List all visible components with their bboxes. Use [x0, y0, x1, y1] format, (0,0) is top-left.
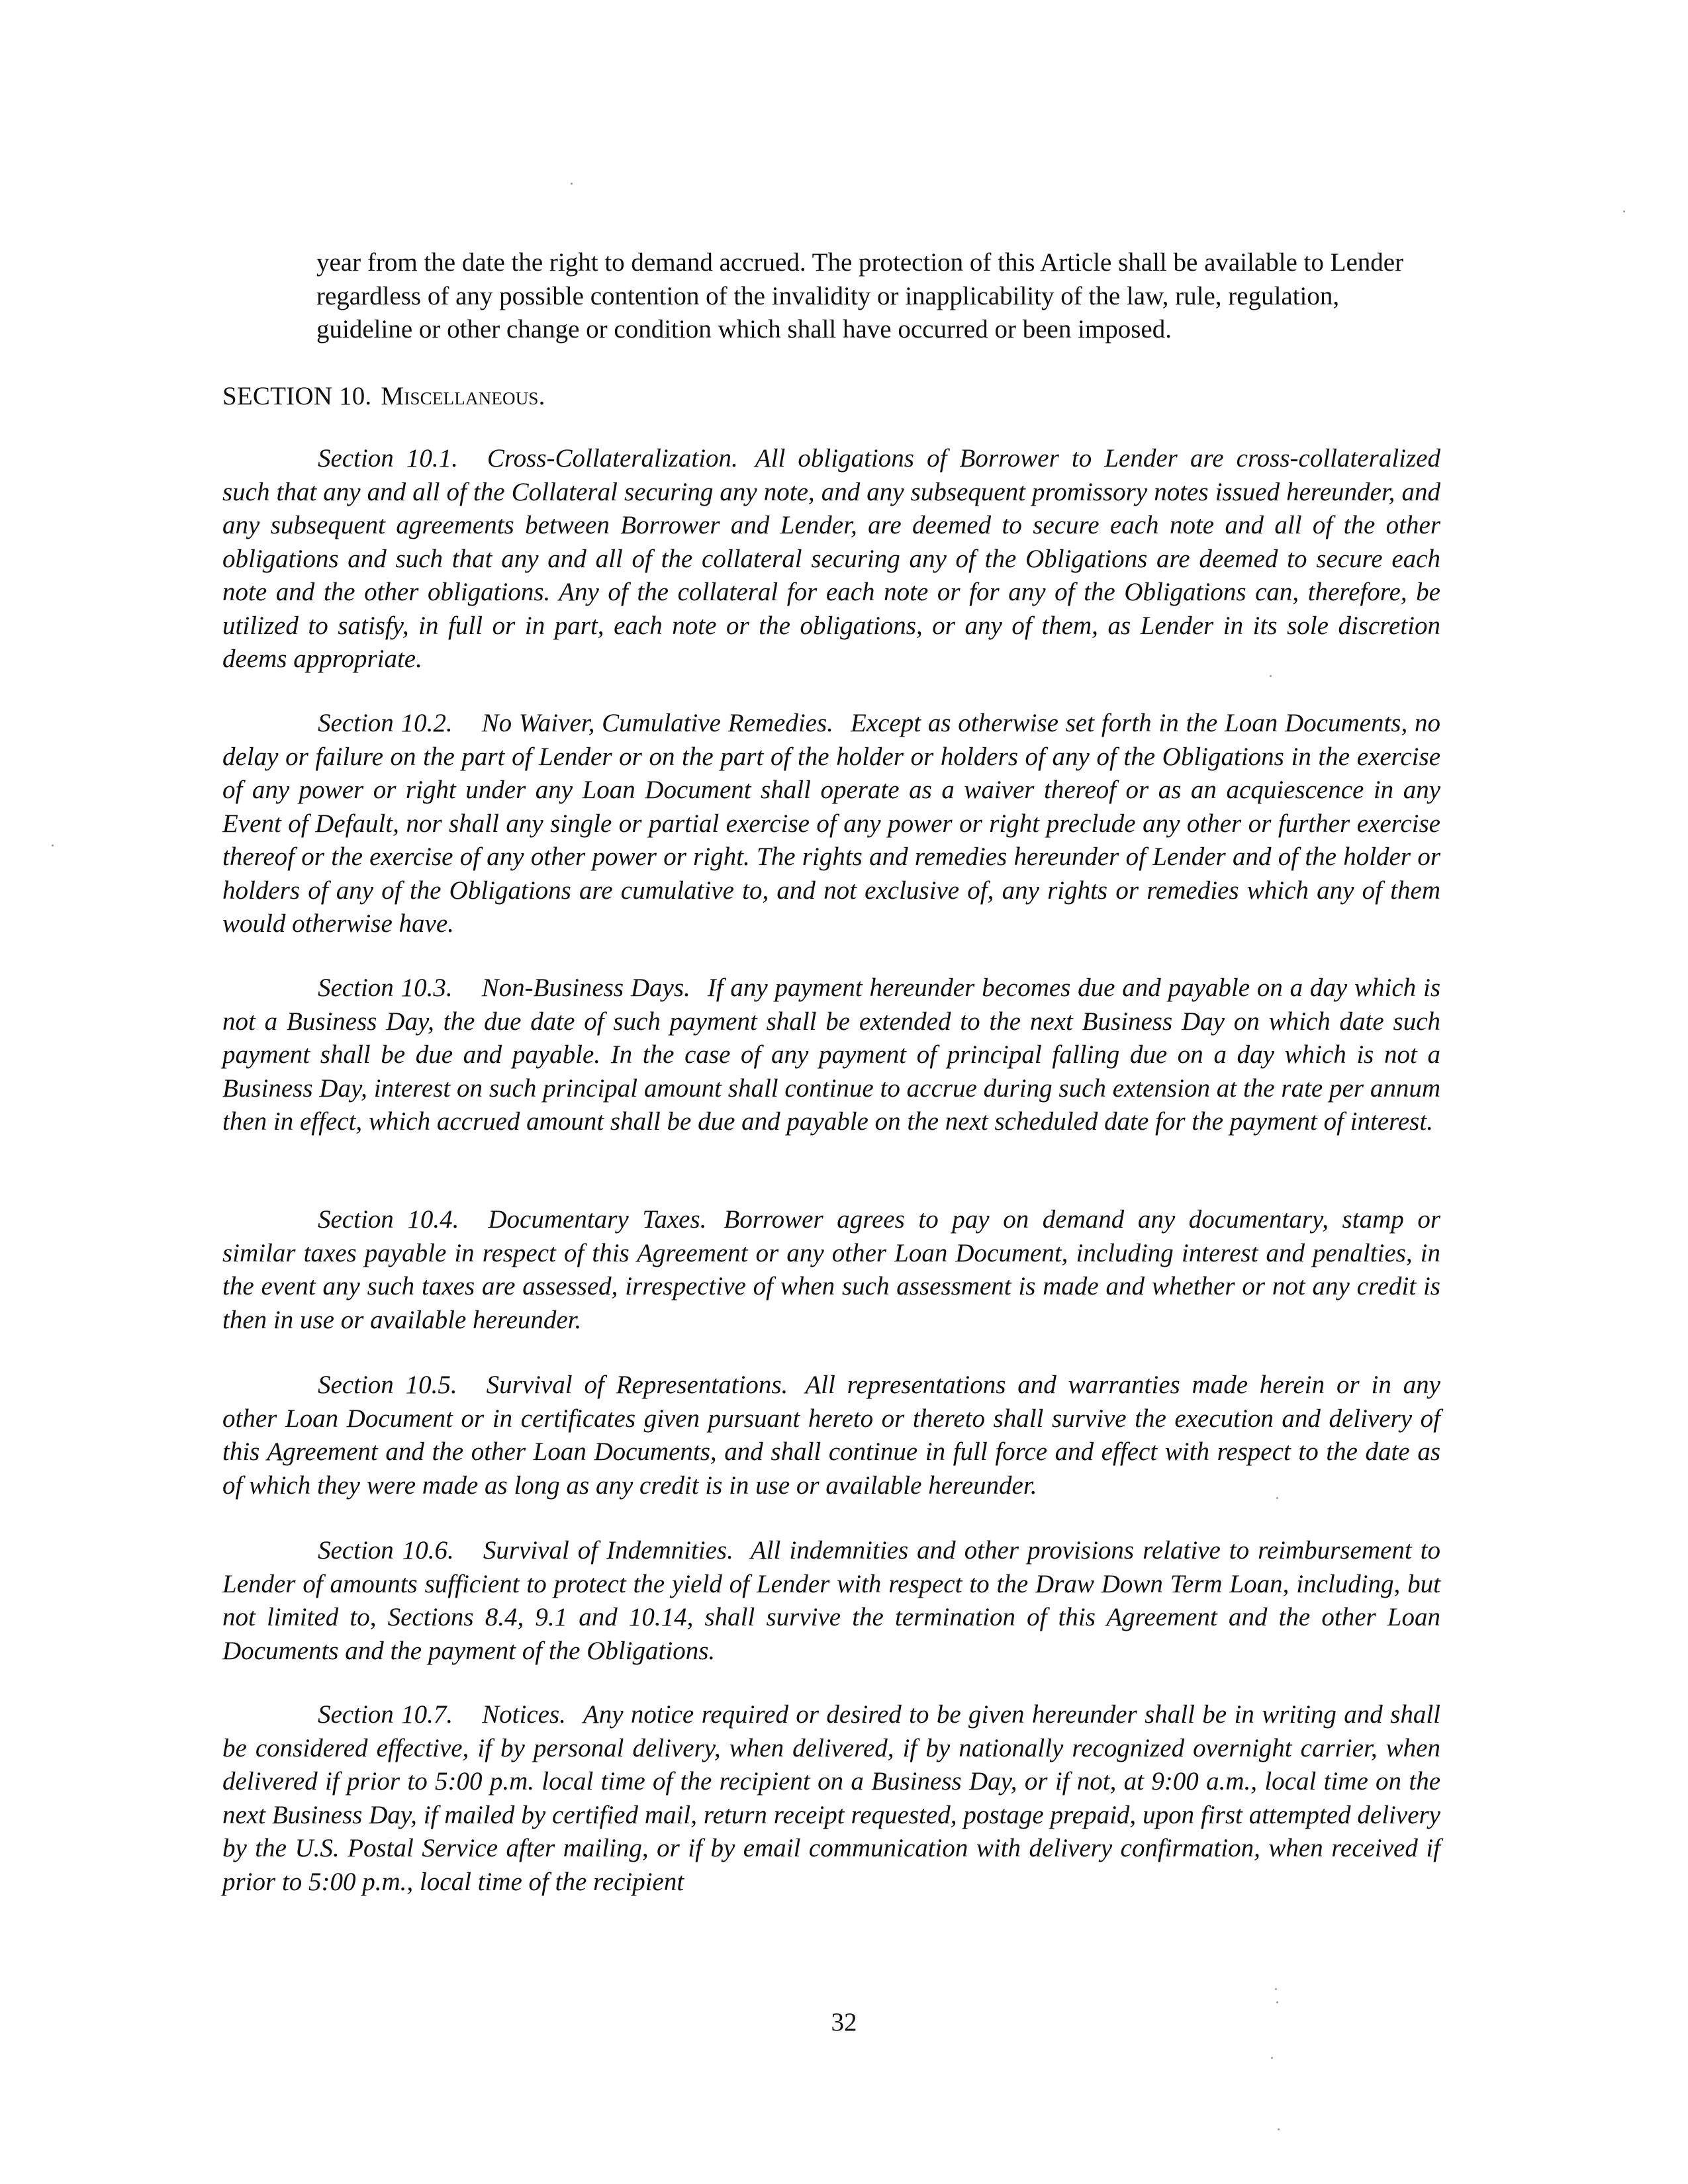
section-heading — [222, 380, 1440, 414]
section-title: Non-Business Days. — [481, 974, 690, 1002]
section-number: Section 10.3. — [318, 974, 453, 1002]
section-body: If any payment hereunder becomes due and payable on a day which is not a Business Day, the due date of such payment shall be extended to the next Business Day on which date such payment shall be due and payable. In the case of any payment of principal falling due on a day which is not a Business Day, interest on such principal amount shall continue to accrue during such extension at the rate per annum then in effect, which accrued amount shall be due and payable on the next scheduled date for the payment of interest. — [222, 974, 1440, 1136]
intro-paragraph: year from the date the right to demand accrued. The protection of this Article shall be available to Lender regardless of any possible contention of the invalidity or inapplicability of the law, rule, regulation, guideline or other change or condition which shall have occurred or been imposed. — [316, 248, 1404, 343]
section-title: No Waiver, Cumulative Remedies. — [481, 709, 833, 737]
section-10-6-paragraph — [222, 1534, 1440, 1668]
section-number: Section 10.2. — [318, 709, 453, 737]
section-title: Survival of Indemnities. — [483, 1536, 733, 1565]
section-number: Section 10.7. — [318, 1700, 453, 1729]
section-title: Cross-Collateralization. — [487, 444, 738, 473]
scan-speck — [1276, 2001, 1278, 2003]
section-heading-title: Miscellaneous. — [381, 382, 545, 410]
section-heading-number: SECTION 10. — [222, 382, 372, 410]
page-number: 32 — [831, 2008, 857, 2036]
section-number: Section 10.5. — [318, 1371, 457, 1399]
scan-speck — [52, 844, 54, 846]
section-number: Section 10.1. — [318, 444, 458, 473]
section-title: Survival of Representations. — [486, 1371, 788, 1399]
section-10-5-paragraph — [222, 1369, 1440, 1502]
section-body: Except as otherwise set forth in the Loan Documents, no delay or failure on the part of Lender or on the part of the holder or holders of any of the Obligations in the exercise of any power or right under any Loan Document shall operate as a waiver thereof or as an acquiescence in any Event of Default, nor shall any single or partial exercise of any power or right preclude any other or further exercise thereof or the exercise of any other power or right. The rights and remedies hereunder of Lender and of the holder or holders of any of the Obligations are cumulative to, and not exclusive of, any rights or remedies which any of them would otherwise have. — [222, 709, 1441, 938]
section-title: Notices. — [482, 1700, 566, 1729]
section-number: Section 10.6. — [318, 1536, 454, 1565]
scan-speck — [571, 183, 573, 185]
section-body: All obligations of Borrower to Lender are cross-collateralized such that any and all of the Collateral securing any note, and any subsequent promissory notes issued hereunder, and any subsequent agreements between Borrower and Lender, are deemed to secure each note and all of the other obligations and such that any and all of the collateral securing any of the Obligations are deemed to secure each note and the other obligations. Any of the collateral for each note or for any of the Obligations can, therefore, be utilized to satisfy, in full or in part, each note or the obligations, or any of them, as Lender in its sole discretion deems appropriate. — [222, 444, 1440, 673]
section-10-3-paragraph — [222, 972, 1440, 1139]
section-body: All representations and warranties made herein or in any other Loan Document or in certificates given pursuant hereto or thereto shall survive the execution and delivery of this Agreement and the other Loan Documents, and shall continue in full force and effect with respect to the date as of which they were made as long as any credit is in use or available hereunder. — [222, 1371, 1440, 1500]
section-body: Borrower agrees to pay on demand any documentary, stamp or similar taxes payable in respect of this Agreement or any other Loan Document, including interest and penalties, in the event any such taxes are assessed, irrespective of when such assessment is made and whether or not any credit is then in use or available hereunder. — [222, 1205, 1441, 1334]
section-10-7-paragraph — [222, 1698, 1440, 1899]
scan-speck — [1271, 2057, 1273, 2059]
section-10-4-paragraph — [222, 1203, 1440, 1337]
scan-speck — [1278, 2128, 1280, 2130]
section-body: Any notice required or desired to be given hereunder shall be in writing and shall be considered effective, if by personal delivery, when delivered, if by nationally recognized overnight carrier, when delivered if prior to 5:00 p.m. local time of the recipient on a Business Day, or if not, at 9:00 a.m., local time on the next Business Day, if mailed by certified mail, return receipt requested, postage prepaid, upon first attempted delivery by the U.S. Postal Service after mailing, or if by email communication with delivery confirmation, when received if prior to 5:00 p.m., local time of the recipient — [222, 1700, 1440, 1896]
scan-speck — [1623, 210, 1625, 212]
scan-speck — [1276, 1497, 1278, 1499]
section-title: Documentary Taxes. — [488, 1205, 707, 1234]
section-number: Section 10.4. — [318, 1205, 459, 1234]
section-10-2-paragraph — [222, 707, 1440, 941]
scan-speck — [1275, 1988, 1277, 1990]
section-10-1-paragraph — [222, 442, 1440, 676]
scan-speck — [1270, 675, 1272, 677]
section-body: All indemnities and other provisions relative to reimbursement to Lender of amounts sufficient to protect the yield of Lender with respect to the Draw Down Term Loan, including, but not limited to, Sections 8.4, 9.1 and 10.14, shall survive the termination of this Agreement and the other Loan Documents and the payment of the Obligations. — [222, 1536, 1440, 1665]
